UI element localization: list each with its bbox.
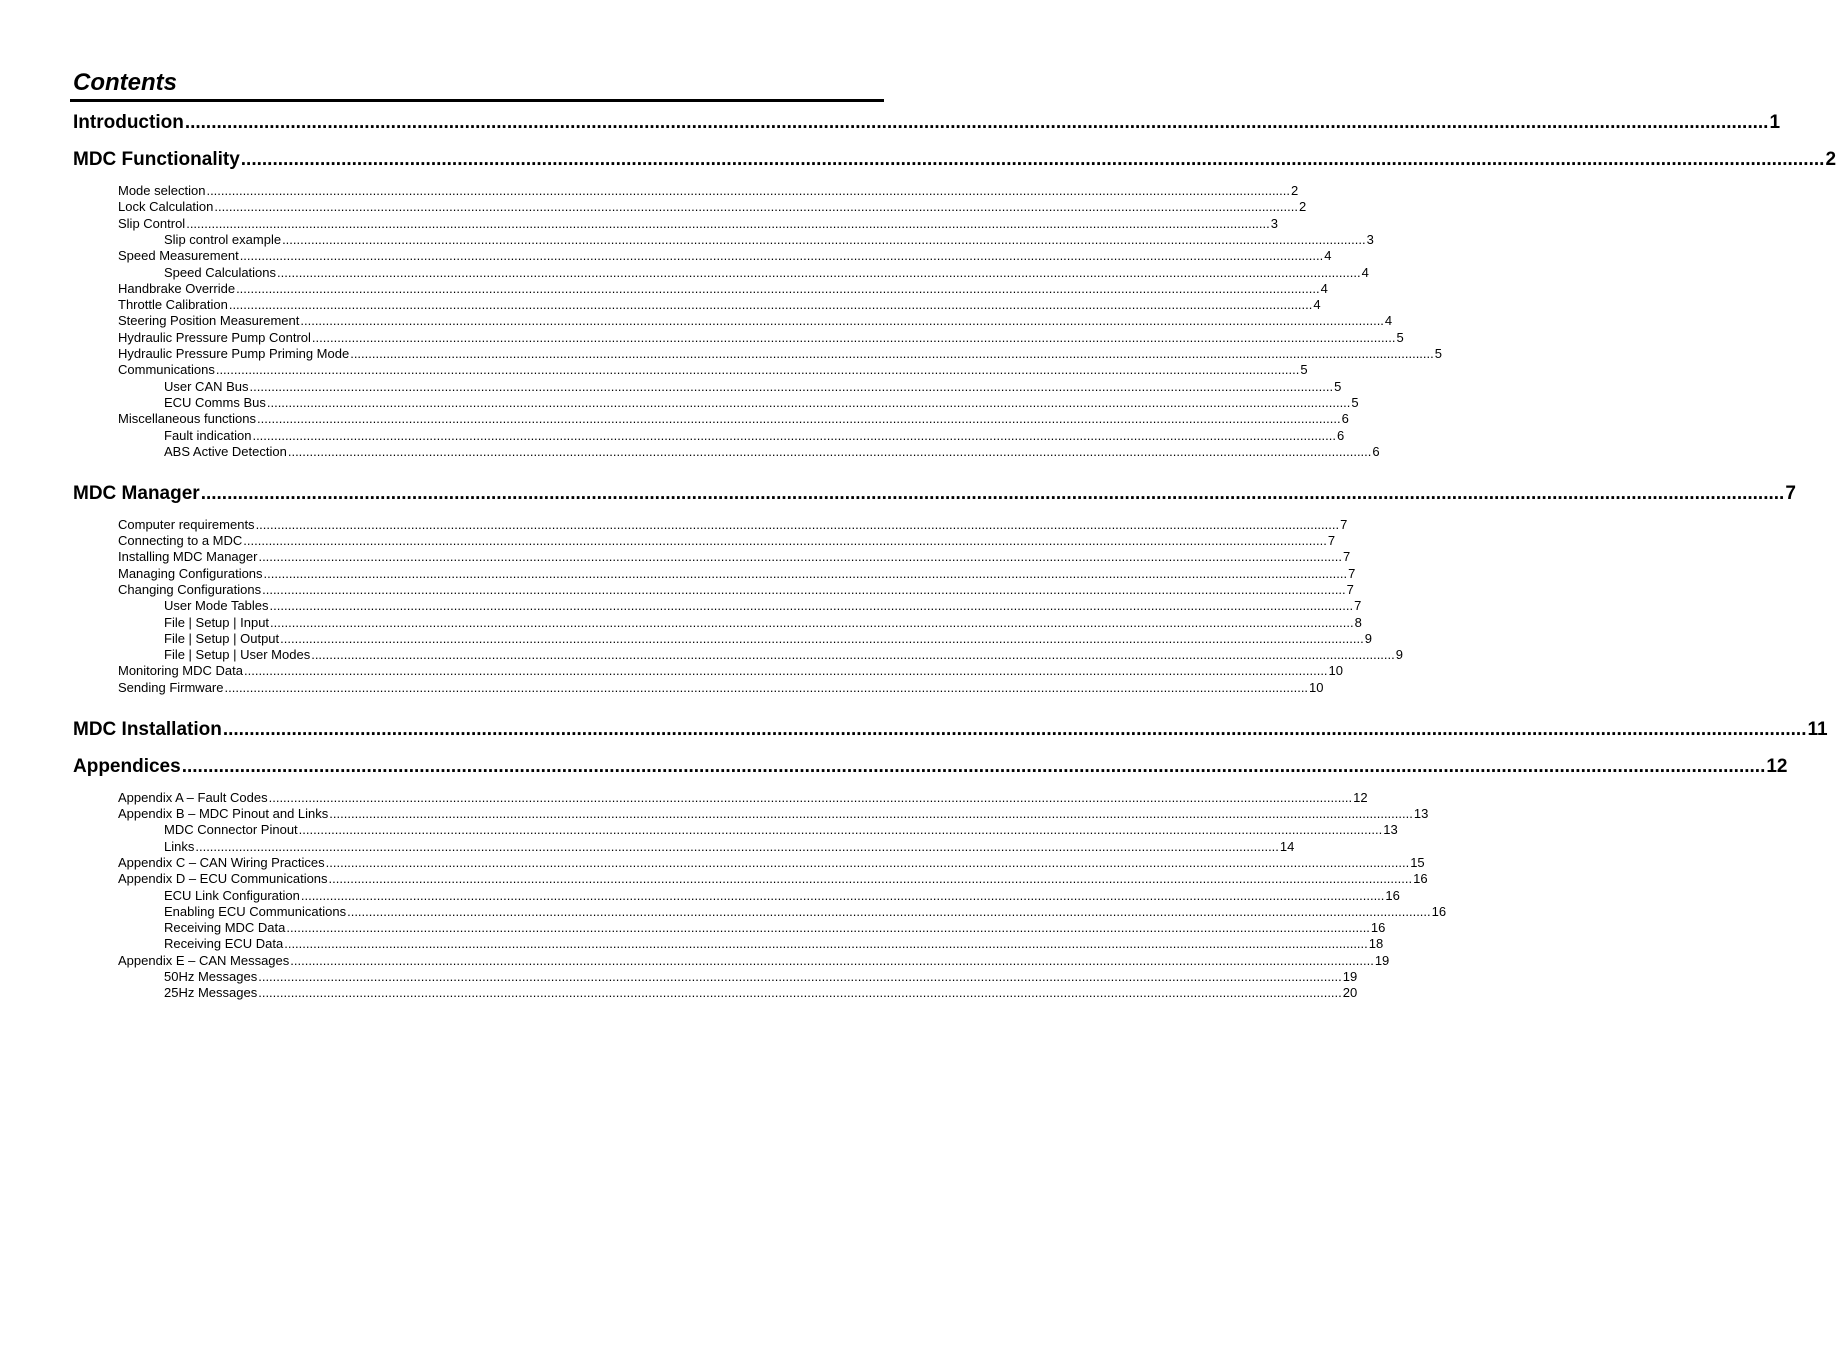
- toc-entry[interactable]: [118, 183, 1299, 199]
- toc-entry[interactable]: [118, 680, 1324, 696]
- toc-entry[interactable]: [164, 379, 1342, 395]
- dot-leader: ............................................................................................................................................................................................................................................................................................................: [300, 313, 1384, 328]
- toc-entry-page: 6: [1337, 428, 1345, 443]
- toc-entry-page: 19: [1342, 969, 1358, 984]
- toc-entry-title: Receiving ECU Data: [164, 936, 284, 951]
- toc-entry-title: Communications: [118, 362, 215, 377]
- toc-entry[interactable]: [73, 147, 1836, 173]
- toc-entry-title: Installing MDC Manager: [118, 549, 258, 564]
- dot-leader: ............................................................................................................................................................................................................................................................................................................: [181, 756, 1766, 777]
- toc-entry-page: 9: [1364, 631, 1372, 646]
- toc-entry[interactable]: [118, 953, 1390, 969]
- dot-leader: ............................................................................................................................................................................................................................................................................................................: [328, 871, 1413, 886]
- toc-entry-title: Receiving MDC Data: [164, 920, 286, 935]
- toc-entry[interactable]: [118, 533, 1336, 549]
- dot-leader: ............................................................................................................................................................................................................................................................................................................: [325, 855, 1410, 870]
- toc-entry-title: MDC Manager: [73, 483, 200, 504]
- toc-entry-page: 16: [1431, 904, 1447, 919]
- toc-entry-page: 3: [1366, 232, 1374, 247]
- toc-entry-page: 7: [1340, 517, 1348, 532]
- toc-entry-title: MDC Installation: [73, 719, 222, 740]
- dot-leader: ............................................................................................................................................................................................................................................................................................................: [255, 517, 1340, 532]
- toc-entry-page: 7: [1346, 582, 1354, 597]
- toc-entry-page: 15: [1410, 855, 1425, 870]
- toc-entry-page: 19: [1374, 953, 1390, 968]
- toc-entry-title: Appendices: [73, 756, 181, 777]
- dot-leader: ............................................................................................................................................................................................................................................................................................................: [186, 216, 1270, 231]
- toc-entry-title: Enabling ECU Communications: [164, 904, 347, 919]
- toc-entry[interactable]: [118, 313, 1393, 329]
- toc-entry-title: Hydraulic Pressure Pump Priming Mode: [118, 346, 350, 361]
- toc-entry[interactable]: [164, 822, 1398, 838]
- toc-entry-page: 16: [1370, 920, 1386, 935]
- toc-entry-page: 7: [1327, 533, 1336, 548]
- toc-entry-title: ABS Active Detection: [164, 444, 287, 459]
- dot-leader: ............................................................................................................................................................................................................................................................................................................: [244, 663, 1328, 678]
- toc-entry[interactable]: [164, 265, 1369, 281]
- toc-entry[interactable]: [118, 806, 1429, 822]
- toc-entry[interactable]: [118, 199, 1307, 215]
- dot-leader: ............................................................................................................................................................................................................................................................................................................: [270, 615, 1354, 630]
- toc-entry-page: 6: [1372, 444, 1380, 459]
- toc-entry[interactable]: [164, 444, 1380, 460]
- toc-entry[interactable]: [73, 481, 1796, 507]
- toc-entry-page: 3: [1270, 216, 1278, 231]
- toc-entry-title: Managing Configurations: [118, 566, 263, 581]
- toc-entry-title: Handbrake Override: [118, 281, 236, 296]
- toc-entry-page: 12: [1353, 790, 1368, 805]
- toc-entry[interactable]: [164, 395, 1359, 411]
- toc-entry-page: 14: [1279, 839, 1295, 854]
- toc-entry-title: Connecting to a MDC: [118, 533, 243, 548]
- dot-leader: ............................................................................................................................................................................................................................................................................................................: [263, 566, 1348, 581]
- dot-leader: ............................................................................................................................................................................................................................................................................................................: [350, 346, 1434, 361]
- toc-entry-page: 2: [1291, 183, 1299, 198]
- dot-leader: ............................................................................................................................................................................................................................................................................................................: [284, 936, 1368, 951]
- dot-leader: ............................................................................................................................................................................................................................................................................................................: [282, 232, 1366, 247]
- toc-entry-page: 7: [1354, 598, 1362, 613]
- toc-entry[interactable]: [73, 110, 1781, 136]
- toc-entry-page: 5: [1351, 395, 1359, 410]
- toc-entry[interactable]: [118, 566, 1356, 582]
- toc-entry[interactable]: [164, 904, 1447, 920]
- toc-entry-page: 7: [1343, 549, 1351, 564]
- dot-leader: ............................................................................................................................................................................................................................................................................................................: [215, 362, 1300, 377]
- toc-entry[interactable]: [118, 582, 1354, 598]
- dot-leader: ............................................................................................................................................................................................................................................................................................................: [258, 549, 1342, 564]
- toc-entry-title: ECU Link Configuration: [164, 888, 300, 903]
- toc-entry-page: 5: [1300, 362, 1308, 377]
- toc-entry-page: 16: [1413, 871, 1428, 886]
- toc-entry[interactable]: [164, 428, 1345, 444]
- toc-entry-title: File | Setup | Output: [164, 631, 280, 646]
- dot-leader: ............................................................................................................................................................................................................................................................................................................: [311, 330, 1396, 345]
- toc-entry-page: 18: [1368, 936, 1384, 951]
- dot-leader: ............................................................................................................................................................................................................................................................................................................: [236, 281, 1320, 296]
- toc-entry-title: Speed Measurement: [118, 248, 239, 263]
- toc-entry-page: 9: [1395, 647, 1403, 662]
- toc-entry-title: Appendix E – CAN Messages: [118, 953, 290, 968]
- toc-entry-title: Appendix A – Fault Codes: [118, 790, 268, 805]
- dot-leader: ............................................................................................................................................................................................................................................................................................................: [214, 199, 1298, 214]
- toc-entry[interactable]: [164, 631, 1372, 647]
- toc-entry-title: File | Setup | User Modes: [164, 647, 311, 662]
- toc-entry-title: MDC Functionality: [73, 149, 240, 170]
- dot-leader: ............................................................................................................................................................................................................................................................................................................: [286, 920, 1370, 935]
- toc-entry[interactable]: [164, 598, 1362, 614]
- toc-entry-page: 5: [1396, 330, 1404, 345]
- toc-entry[interactable]: [164, 985, 1358, 1001]
- toc-entry[interactable]: [164, 936, 1384, 952]
- dot-leader: ............................................................................................................................................................................................................................................................................................................: [280, 631, 1364, 646]
- dot-leader: ............................................................................................................................................................................................................................................................................................................: [249, 379, 1334, 394]
- toc-entry[interactable]: [118, 517, 1348, 533]
- dot-leader: ............................................................................................................................................................................................................................................................................................................: [222, 719, 1807, 740]
- toc-entry-title: Sending Firmware: [118, 680, 224, 695]
- toc-entry-title: Monitoring MDC Data: [118, 663, 243, 678]
- toc-entry-title: Appendix D – ECU Communications: [118, 871, 328, 886]
- toc-entry-page: 2: [1298, 199, 1307, 214]
- dot-leader: ............................................................................................................................................................................................................................................................................................................: [258, 969, 1342, 984]
- toc-entry-title: Lock Calculation: [118, 199, 214, 214]
- toc-entry-title: Fault indication: [164, 428, 252, 443]
- toc-entry-title: Miscellaneous functions: [118, 411, 257, 426]
- dot-leader: ............................................................................................................................................................................................................................................................................................................: [329, 806, 1413, 821]
- toc-entry[interactable]: [164, 920, 1386, 936]
- toc-entry[interactable]: [118, 248, 1332, 264]
- toc-entry-title: Speed Calculations: [164, 265, 277, 280]
- toc-entry-title: User CAN Bus: [164, 379, 249, 394]
- dot-leader: ............................................................................................................................................................................................................................................................................................................: [347, 904, 1431, 919]
- toc-entry-page: 7: [1785, 483, 1796, 504]
- toc-entry-title: Introduction: [73, 112, 184, 133]
- dot-leader: ............................................................................................................................................................................................................................................................................................................: [298, 822, 1383, 837]
- dot-leader: ............................................................................................................................................................................................................................................................................................................: [252, 428, 1336, 443]
- dot-leader: ............................................................................................................................................................................................................................................................................................................: [228, 297, 1313, 312]
- toc-entry-title: Changing Configurations: [118, 582, 262, 597]
- toc-entry-page: 13: [1413, 806, 1429, 821]
- toc-entry[interactable]: [164, 839, 1295, 855]
- toc-entry-page: 5: [1434, 346, 1442, 361]
- dot-leader: ............................................................................................................................................................................................................................................................................................................: [311, 647, 1395, 662]
- dot-leader: ............................................................................................................................................................................................................................................................................................................: [184, 112, 1769, 133]
- dot-leader: ............................................................................................................................................................................................................................................................................................................: [195, 839, 1279, 854]
- toc-entry[interactable]: [118, 790, 1368, 806]
- toc-entry-title: Steering Position Measurement: [118, 313, 300, 328]
- toc-entry-page: 16: [1385, 888, 1400, 903]
- toc-entry[interactable]: [118, 330, 1404, 346]
- toc-entry-page: 4: [1313, 297, 1321, 312]
- toc-entry-page: 10: [1328, 663, 1344, 678]
- toc-entry-page: 8: [1354, 615, 1362, 630]
- page-title: Contents: [73, 69, 177, 96]
- toc-entry-page: 10: [1309, 680, 1324, 695]
- dot-leader: ............................................................................................................................................................................................................................................................................................................: [224, 680, 1309, 695]
- dot-leader: ............................................................................................................................................................................................................................................................................................................: [243, 533, 1327, 548]
- dot-leader: ............................................................................................................................................................................................................................................................................................................: [262, 582, 1346, 597]
- toc-entry[interactable]: [118, 346, 1442, 362]
- dot-leader: ............................................................................................................................................................................................................................................................................................................: [257, 411, 1341, 426]
- toc-entry[interactable]: [118, 297, 1321, 313]
- toc-entry[interactable]: [164, 647, 1403, 663]
- toc-entry-title: Mode selection: [118, 183, 206, 198]
- toc-entry[interactable]: [118, 871, 1428, 887]
- toc-entry[interactable]: [73, 754, 1788, 780]
- dot-leader: ............................................................................................................................................................................................................................................................................................................: [277, 265, 1361, 280]
- toc-entry[interactable]: [118, 549, 1351, 565]
- toc-entry-page: 4: [1320, 281, 1328, 296]
- toc-entry[interactable]: [164, 969, 1358, 985]
- toc-entry[interactable]: [164, 615, 1362, 631]
- toc-entry-title: Hydraulic Pressure Pump Control: [118, 330, 311, 345]
- toc-entry-page: 1: [1769, 112, 1781, 133]
- dot-leader: ............................................................................................................................................................................................................................................................................................................: [206, 183, 1290, 198]
- toc-entry-page: 12: [1766, 756, 1788, 777]
- toc-entry-page: 13: [1383, 822, 1398, 837]
- toc-entry-title: Computer requirements: [118, 517, 255, 532]
- toc-entry-title: Links: [164, 839, 195, 854]
- toc-entry[interactable]: [118, 281, 1328, 297]
- toc-entry-title: Slip Control: [118, 216, 186, 231]
- dot-leader: ............................................................................................................................................................................................................................................................................................................: [266, 395, 1351, 410]
- toc-entry-title: 25Hz Messages: [164, 985, 258, 1000]
- dot-leader: ............................................................................................................................................................................................................................................................................................................: [240, 149, 1825, 170]
- toc-entry-title: ECU Comms Bus: [164, 395, 266, 410]
- toc-entry-page: 2: [1825, 149, 1836, 170]
- toc-entry-title: Slip control example: [164, 232, 282, 247]
- toc-entry-page: 4: [1361, 265, 1369, 280]
- toc-entry[interactable]: [164, 232, 1374, 248]
- toc-entry-title: Appendix C – CAN Wiring Practices: [118, 855, 325, 870]
- toc-entry-page: 4: [1384, 313, 1393, 328]
- toc-entry-page: 7: [1348, 566, 1356, 581]
- toc-entry-title: User Mode Tables: [164, 598, 269, 613]
- dot-leader: ............................................................................................................................................................................................................................................................................................................: [268, 790, 1353, 805]
- toc-entry[interactable]: [73, 717, 1828, 743]
- toc-entry[interactable]: [118, 362, 1308, 378]
- toc-entry-title: File | Setup | Input: [164, 615, 270, 630]
- toc-entry-page: 6: [1341, 411, 1349, 426]
- toc-entry-title: Throttle Calibration: [118, 297, 228, 312]
- toc-entry-title: MDC Connector Pinout: [164, 822, 298, 837]
- toc-entry[interactable]: [118, 855, 1425, 871]
- dot-leader: ............................................................................................................................................................................................................................................................................................................: [258, 985, 1342, 1000]
- toc-entry[interactable]: [164, 888, 1400, 904]
- dot-leader: ............................................................................................................................................................................................................................................................................................................: [300, 888, 1385, 903]
- toc-entry[interactable]: [118, 411, 1349, 427]
- toc-entry[interactable]: [118, 663, 1344, 679]
- toc-entry-title: 50Hz Messages: [164, 969, 258, 984]
- toc-entry-page: 5: [1334, 379, 1342, 394]
- dot-leader: ............................................................................................................................................................................................................................................................................................................: [269, 598, 1354, 613]
- toc-entry-page: 20: [1342, 985, 1358, 1000]
- dot-leader: ............................................................................................................................................................................................................................................................................................................: [200, 483, 1785, 504]
- toc-entry[interactable]: [118, 216, 1278, 232]
- toc-entry-page: 11: [1807, 719, 1828, 740]
- dot-leader: ............................................................................................................................................................................................................................................................................................................: [239, 248, 1324, 263]
- dot-leader: ............................................................................................................................................................................................................................................................................................................: [290, 953, 1374, 968]
- toc-entry-title: Appendix B – MDC Pinout and Links: [118, 806, 329, 821]
- dot-leader: ............................................................................................................................................................................................................................................................................................................: [287, 444, 1372, 459]
- toc-entry-page: 4: [1324, 248, 1332, 263]
